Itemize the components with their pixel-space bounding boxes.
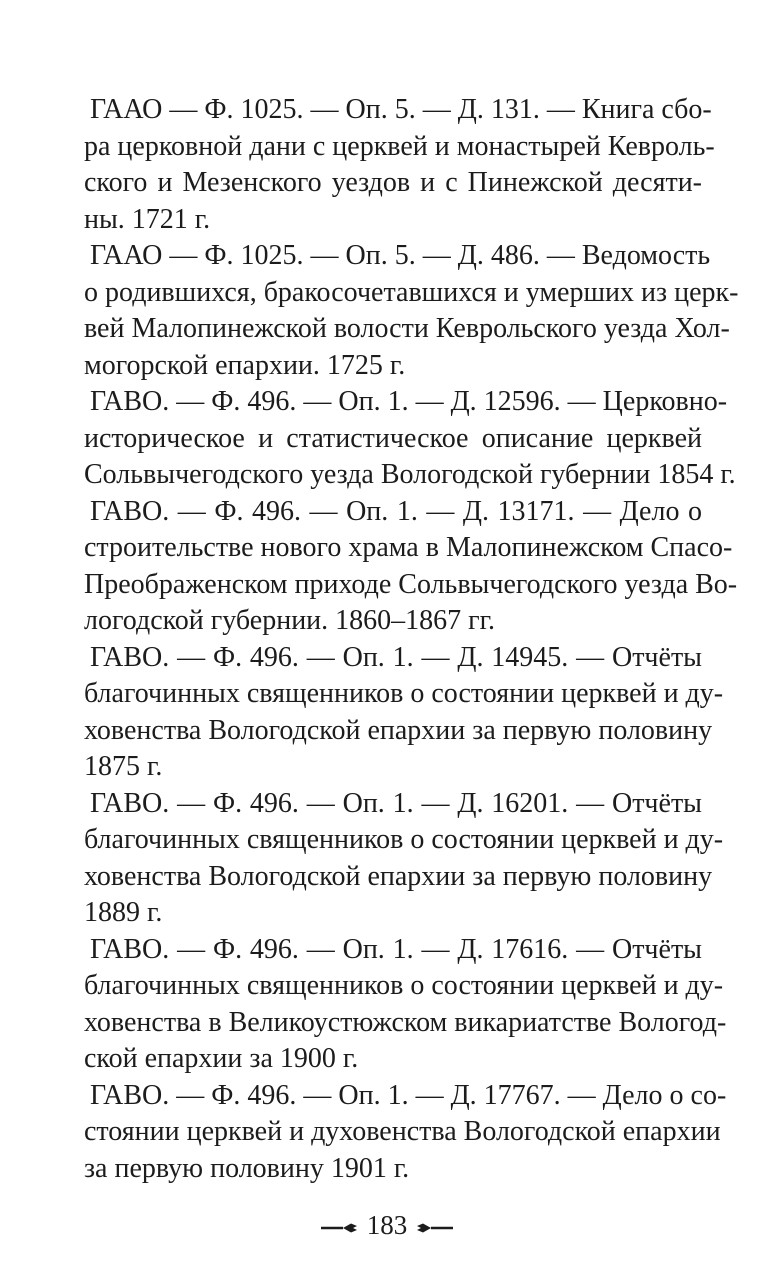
entry-line: ГАВО. — Ф. 496. — Оп. 1. — Д. 13171. — Дело о: [90, 495, 702, 527]
right-ornament-icon: [413, 1222, 453, 1234]
entry-line: ского и Мезенского уездов и с Пинежской десяти-: [84, 167, 702, 198]
entry-line: 1875 г.: [84, 751, 163, 782]
page-number: 183: [366, 1210, 408, 1240]
entry-line: вей Малопинежской волости Кеврольского уезда Хол-: [84, 313, 730, 344]
archive-entry: [84, 932, 727, 1078]
entry-line: ГААО — Ф. 1025. — Оп. 5. — Д. 131. — Книга сбо-: [90, 94, 712, 125]
entry-line: благочинных священников о состоянии церквей и ду-: [84, 824, 724, 855]
entry-line: благочинных священников о состоянии церквей и ду-: [84, 678, 724, 709]
left-ornament-icon: [321, 1222, 361, 1234]
bibliography-page: [84, 92, 739, 1187]
page-footer: [0, 1210, 774, 1241]
entry-line: ГАВО. — Ф. 496. — Оп. 1. — Д. 12596. — Церковно-: [90, 386, 728, 417]
entry-line: ГАВО. — Ф. 496. — Оп. 1. — Д. 16201. — Отчёты: [90, 787, 702, 819]
archive-entry: [84, 640, 724, 786]
entry-line: за первую половину 1901 г.: [84, 1152, 410, 1184]
entry-line: ской епархии за 1900 г.: [84, 1043, 359, 1074]
entry-line: стоянии церквей и духовенства Вологодской епархии: [84, 1116, 721, 1147]
entry-line: о родившихся, бракосочетавшихся и умерших из церк-: [84, 276, 739, 308]
entry-line: строительстве нового храма в Малопинежском Спасо-: [84, 532, 733, 563]
archive-entry: [84, 238, 739, 384]
archive-entry: [84, 494, 738, 640]
entry-line: ховенства Вологодской епархии за первую половину: [84, 860, 713, 892]
entry-line: Сольвычегодского уезда Вологодской губернии 1854 г.: [84, 459, 736, 490]
entry-line: ГАВО. — Ф. 496. — Оп. 1. — Д. 14945. — Отчёты: [90, 641, 702, 673]
entry-line: ховенства Вологодской епархии за первую половину: [84, 714, 713, 746]
archive-entry: [84, 92, 715, 238]
entry-line: 1889 г.: [84, 897, 163, 928]
entry-line: ховенства в Великоустюжском викариатстве Вологод-: [84, 1006, 727, 1038]
entry-line: ГАВО. — Ф. 496. — Оп. 1. — Д. 17616. — Отчёты: [90, 933, 702, 965]
archive-entry: [84, 786, 724, 932]
archive-entry: [84, 384, 736, 494]
entry-line: ра церковной дани с церквей и монастырей Кевроль-: [84, 130, 715, 162]
entry-line: благочинных священников о состоянии церквей и ду-: [84, 970, 724, 1001]
entry-line: ГАВО. — Ф. 496. — Оп. 1. — Д. 17767. — Дело о со-: [90, 1079, 727, 1111]
archive-entry: [84, 1078, 727, 1188]
entry-line: историческое и статистическое описание церквей: [84, 422, 702, 454]
entry-line: ны. 1721 г.: [84, 203, 211, 235]
entry-line: ГААО — Ф. 1025. — Оп. 5. — Д. 486. — Ведомость: [90, 240, 711, 271]
entry-line: логодской губернии. 1860–1867 гг.: [84, 605, 495, 636]
entry-line: Преображенском приходе Сольвычегодского уезда Во-: [84, 568, 738, 600]
entry-line: могорской епархии. 1725 г.: [84, 349, 406, 381]
